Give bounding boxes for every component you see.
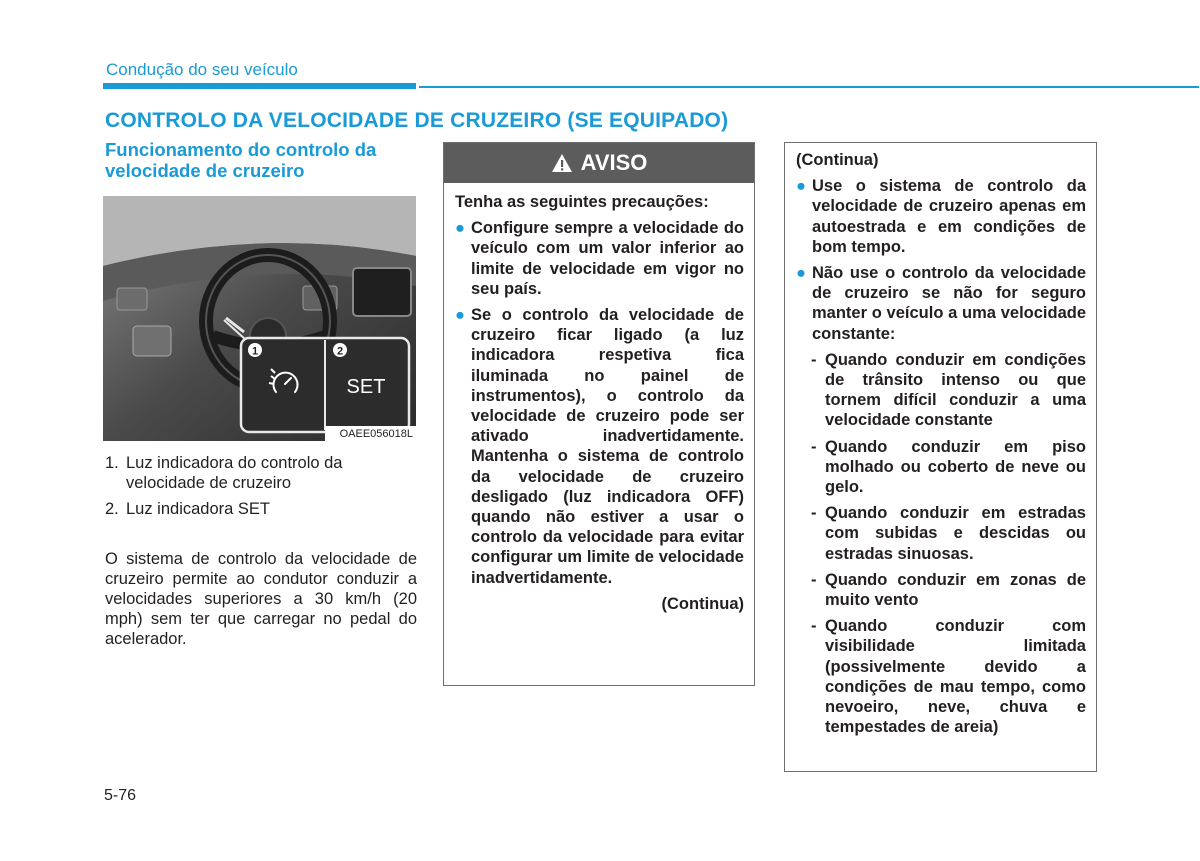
dash-marker: - xyxy=(811,504,817,523)
condition-text: Quando conduzir com visibilidade limitada (possivelmente devido a condições de mau tempo, como nevoeiro, neve, chuva e tempestades de areia) xyxy=(825,617,1086,737)
warning-box xyxy=(443,142,755,686)
condition-text: Quando conduzir em estradas com subidas e descidas ou estradas sinuosas. xyxy=(825,504,1086,563)
warning-bullet xyxy=(455,218,744,299)
badge-2: 2 xyxy=(336,345,344,358)
caption-number: 2. xyxy=(105,500,119,518)
caption-text: Luz indicadora SET xyxy=(126,500,270,518)
continued-bullet xyxy=(796,176,1086,257)
caption-list xyxy=(105,453,417,525)
caption-number: 1. xyxy=(105,454,119,472)
bullet-icon: ● xyxy=(796,264,806,283)
continued-bullet-text: Use o sistema de controlo da velocidade de cruzeiro apenas em autoestrada e em condições de bom tempo. xyxy=(812,177,1086,256)
caption-text: Luz indicadora do controlo da velocidade de cruzeiro xyxy=(126,454,343,492)
warning-intro: Tenha as seguintes precauções: xyxy=(455,193,709,211)
condition-text: Quando conduzir em zonas de muito vento xyxy=(825,570,1086,610)
warning-icon xyxy=(551,152,573,174)
figure-code: OAEE056018L xyxy=(339,428,413,440)
warning-bullet-text: Se o controlo da velocidade de cruzeiro ficar ligado (a luz indicadora respetiva fica iluminada no painel de instrumentos), o controlo da velocidade de cruzeiro pode ser ativado inadvertidamente. Mantenha o sistema de controlo da velocidade de cruzeiro desligado (luz indicadora OFF) quando não estiver a usar o controlo da velocidade para evitar configurar um limite de velocidade inadvertidamente. xyxy=(471,306,744,587)
caption-item xyxy=(105,453,417,493)
continued-bullet-text: Não use o controlo da velocidade de cruzeiro se não for seguro manter o veículo a uma velocidade constante: xyxy=(812,264,1086,343)
condition-item xyxy=(811,570,1086,610)
bullet-icon: ● xyxy=(455,219,465,238)
bullet-icon: ● xyxy=(455,306,465,325)
warning-label: AVISO xyxy=(580,150,648,175)
dash-marker: - xyxy=(811,570,817,589)
continued-warning-box xyxy=(784,142,1097,772)
warning-content xyxy=(444,183,754,614)
warning-header xyxy=(444,143,754,183)
condition-item xyxy=(811,616,1086,737)
condition-item xyxy=(811,503,1086,564)
condition-item xyxy=(811,350,1086,431)
continue-label: (Continua) xyxy=(661,594,744,613)
condition-item xyxy=(811,437,1086,498)
continued-bullet xyxy=(796,263,1086,344)
set-label: SET xyxy=(346,376,386,398)
warning-bullet xyxy=(455,305,744,588)
condition-text: Quando conduzir em condições de trânsito intenso ou que tornem difícil conduzir a uma velocidade constante xyxy=(825,350,1086,430)
section-subtitle: Funcionamento do controlo da velocidade de cruzeiro xyxy=(105,139,377,181)
body-paragraph: O sistema de controlo da velocidade de cruzeiro permite ao condutor conduzir a velocidades superiores a 30 km/h (20 mph) sem ter que carregar no pedal do acelerador. xyxy=(105,550,417,648)
section-header: Condução do seu veículo xyxy=(106,60,298,79)
header-rule-thick xyxy=(103,83,416,89)
bullet-icon: ● xyxy=(796,177,806,196)
condition-text: Quando conduzir em piso molhado ou coberto de neve ou gelo. xyxy=(825,437,1086,497)
continued-heading: (Continua) xyxy=(796,151,879,169)
page-number: 5-76 xyxy=(104,787,137,804)
badge-1: 1 xyxy=(251,345,259,358)
caption-item xyxy=(105,499,417,519)
dashboard-figure xyxy=(103,196,416,441)
dash-marker: - xyxy=(811,617,817,636)
header-rule-thin xyxy=(419,86,1199,88)
dash-marker: - xyxy=(811,437,817,456)
continued-content xyxy=(785,143,1096,737)
dash-marker: - xyxy=(811,350,817,369)
page-title: CONTROLO DA VELOCIDADE DE CRUZEIRO (SE EQUIPADO) xyxy=(105,109,729,132)
warning-bullet-text: Configure sempre a velocidade do veículo com um valor inferior ao limite de velocidade em vigor no seu país. xyxy=(471,219,744,298)
